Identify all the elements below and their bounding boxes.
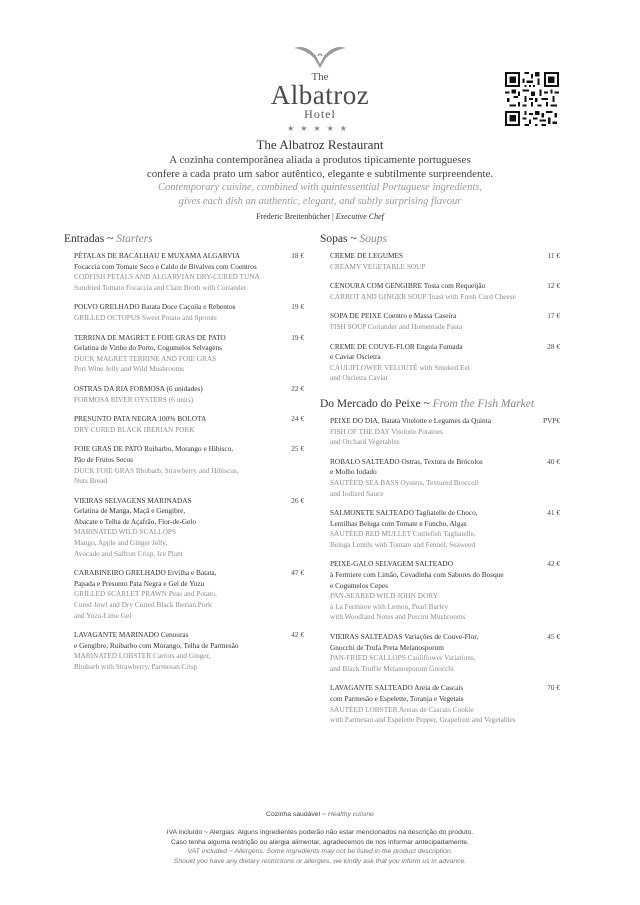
menu-item-en-line: Cured Jowl and Dry Curted Black Iberian Pork [74, 600, 212, 610]
menu-item-en-line: MARINATED LOBSTER Carrots and Ginger, [74, 651, 211, 661]
footer [80, 811, 560, 866]
footer-pt-line: Caso tenha alguma restrição ou alergia alimentar, agradecemos de nos informar antecipadamente. [170, 838, 470, 846]
menu-item-pt-line: CENOURA COM GENGIBRE Tosta com Requeijão [330, 281, 486, 291]
menu-item-en-line: with Parmesan and Espelette Pepper, Grapefruit and Vegetables [330, 715, 516, 725]
menu-item-en-line: PAN-FRIED SCALLOPS Cauliflower Variations, [330, 653, 476, 663]
menu-item-price: 28 € [547, 341, 560, 351]
menu-item-pt-line: FOIE GRAS DE PATO Ruibarbo, Morango e Hibisco, [74, 444, 234, 454]
menu-item [74, 630, 304, 672]
menu-item-price: 25 € [291, 444, 304, 454]
menu-item-pt-line: CARABINEIRO GRELHADO Ervilha e Batata, [74, 568, 217, 578]
menu-item [74, 414, 304, 435]
menu-item-en-line: SAUTÉED SEA BASS Oysters, Textured Broccoli [330, 477, 479, 487]
menu-item-en-line: and Iodized Sauce [330, 488, 384, 498]
menu-item-en-line: Beluga Lentils with Tomato and Fennel, Seaweed [330, 539, 476, 549]
menu-item-en-line: SAUTÉED RED MULLET Cuttlefish Tagliatelle, [330, 529, 476, 539]
menu-item-price: 11 € [547, 251, 560, 260]
healthy-cuisine-note [80, 811, 560, 818]
section-title-sep: ~ [420, 397, 433, 410]
menu-item [74, 496, 304, 560]
menu-item-en-line: Port Wine Jelly and Wild Mushrooms [74, 364, 185, 374]
menu-item-en-line: GRILLED SCARLET PRAWN Peas and Potato, [74, 589, 217, 599]
menu-item-en-line: CREAMY VEGETABLE SOUP [330, 261, 426, 271]
menu-item [74, 568, 304, 621]
menu-item-price: 26 € [291, 495, 304, 505]
menu-item [74, 384, 304, 405]
menu-item-price: 19 € [291, 332, 304, 342]
intro-pt-line: A cozinha contemporânea aliada a produtos tipicamente portugueses [169, 154, 471, 166]
footer-en-line: Should you have any dietary restrictions or allergies, we kindly ask that you inform us in advance. [173, 857, 467, 865]
menu-item-price: PVP€ [542, 415, 560, 425]
logo-the: The [311, 71, 329, 83]
menu-item-price: 42 € [547, 559, 560, 569]
menu-item [330, 416, 560, 448]
footer-pt-line: IVA incluído ~ Alergias: Alguns ingredientes poderão não estar mencionados na descrição do produto. [166, 829, 474, 836]
soups-list [330, 251, 560, 384]
menu-item [330, 342, 560, 384]
menu-item-pt-line: SOPA DE PEIXE Coentro e Massa Caseira [330, 311, 457, 321]
menu-item-en-line: Sundried Tomato Focaccia and Clam Broth with Coriander [74, 282, 247, 292]
section-title-pt: Sopas [320, 233, 348, 245]
intro-en-line: gives each dish an authentic, elegant, and subtly surprising flavour [178, 195, 462, 207]
menu-item-en-line: CARROT AND GINGER SOUP Toast with Fresh Curd Cheese [330, 291, 516, 301]
menu-item-en-line: CODFISH PETALS AND ALGARVIAN DRY-CURED TUNA [74, 272, 260, 282]
menu-item-en-line: and Oscietra Caviar [330, 373, 388, 383]
menu-item-pt-line: Focaccia com Tomate Seco e Caldo de Bivalves com Coentros [74, 261, 257, 271]
menu-item-en-line: Mango, Apple and Ginger Jelly, [74, 538, 168, 548]
menu-item-price: 47 € [291, 568, 304, 578]
menu-item-pt-line: VIEIRAS SELVAGENS MARINADAS [74, 495, 192, 505]
menu-item [74, 302, 304, 323]
menu-item [330, 683, 560, 725]
menu-item-en-line: and Black Truffle Melanosporum Gnocchi [330, 663, 454, 673]
menu-item [330, 281, 560, 302]
section-title-pt: Entradas [64, 233, 105, 245]
menu-item-pt-line: e Gengibre, Ruibarbo com Morango, Telha de Parmesão [74, 640, 239, 650]
menu-item-pt-line: e Molho Iodado [330, 467, 377, 477]
menu-item [330, 457, 560, 499]
section-title-starters [64, 233, 304, 245]
chef-name: Frederic Breitenbücher [256, 212, 331, 221]
qr-code[interactable] [502, 72, 562, 126]
menu-item-price: 42 € [291, 630, 304, 640]
menu-item-pt-line: Abacate e Telha de Açafrão, Flor-de-Gelo [74, 516, 196, 526]
menu-item-pt-line: Gelatina de Manga, Maçã e Gengibre, [74, 506, 186, 516]
menu-item-en-line: DUCK MAGRET TERRINE AND FOIE GRAS [74, 353, 217, 363]
menu-item-en-line: SAUTÉED LOBSTER Areias de Cascais Cookie [330, 704, 474, 714]
menu-item-en-line: and Orchard Vegetables [330, 437, 400, 447]
chef-role: Executive Chef [335, 212, 384, 221]
menu-item-en-line: and Yuzu-Lime Gel [74, 610, 132, 620]
section-title-en: Soups [359, 233, 387, 245]
menu-item-en-line: with Woodland Notes and Porcini Mushrooms [330, 612, 466, 622]
menu-item-en-line: Nuts Bread [74, 476, 108, 486]
footer-en-line: VAT included ~ Allergens: Some ingredients may not be listed in the product description. [187, 848, 453, 855]
menu-item-en-line: PAN-SEARED WILD JOHN DORY [330, 591, 439, 601]
menu-item-en-line: GRILLED OCTOPUS Sweet Potato and Sprouts [74, 312, 217, 322]
menu-item-pt-line: e Caviar Oscietra [330, 352, 381, 362]
intro-en-line: Contemporary cuisine, combined with quintessential Portuguese ingredients, [158, 182, 482, 193]
intro-block [120, 137, 520, 221]
section-title-en: From the Fish Market [432, 397, 535, 410]
menu-item [74, 444, 304, 486]
logo-name: Albatroz [270, 80, 370, 110]
menu-item-pt-line: PEIXE-GALO SELVAGEM SALTEADO [330, 559, 453, 569]
section-title-pt: Do Mercado do Peixe [320, 397, 421, 410]
menu-item-pt-line: LAVAGANTE MARINADO Cenouras [74, 630, 189, 640]
menu-item-pt-line: CREME DE COUVE-FLOR Enguia Fumada [330, 341, 463, 351]
menu-item-pt-line: Papada e Presunto Pata Negra e Gel de Yuzu [74, 578, 205, 588]
section-title-en: Starters [116, 233, 153, 245]
menu-item-en-line: FISH OF THE DAY Vitelotte Potatoes [330, 426, 443, 436]
healthy-en: Healthy cuisine [327, 811, 374, 818]
menu-item-pt-line: ROBALO SALTEADO Ostras, Textura de Brócolos [330, 456, 483, 466]
fish-list [330, 416, 560, 726]
menu-item-en-line: FORMOSA RIVER OYSTERS (6 units) [74, 394, 194, 404]
menu-item-price: 40 € [547, 456, 560, 466]
section-title-sep: ~ [347, 233, 360, 245]
menu-item-pt-line: Pão de Frutos Secos [74, 454, 133, 464]
menu-item-pt-line: Lentilhas Beluga com Tomate e Funcho, Algas [330, 518, 467, 528]
menu-item-en-line: DRY CURED BLACK IBERIAN PORK [74, 424, 195, 434]
hotel-logo [250, 42, 390, 133]
menu-item-price: 22 € [291, 383, 304, 393]
menu-item-price: 24 € [291, 414, 304, 424]
healthy-sep: ~ [320, 811, 328, 818]
menu-item [74, 251, 304, 293]
menu-item-pt-line: Gelatina de Vinho do Porto, Cogumelos Selvagens [74, 343, 222, 353]
menu-item-pt-line: à Fermiere com Limão, Cevadinha com Sabores do Bosque [330, 570, 504, 580]
starters-column [64, 233, 304, 682]
menu-item-price: 70 € [547, 683, 560, 693]
menu-item-price: 41 € [547, 508, 560, 518]
menu-item-pt-line: TERRINA DE MAGRET E FOIE GRAS DE PATO [74, 332, 226, 342]
menu-item-pt-line: VIEIRAS SALTEADAS Variações de Couve-Flor, [330, 632, 479, 642]
logo-stars: ★★★★★ [287, 124, 353, 133]
starters-list [74, 251, 304, 673]
restaurant-name: The Albatroz Restaurant [256, 137, 384, 152]
menu-item-pt-line: PEIXE DO DIA, Batata Vitelotte e Legumes da Quinta [330, 415, 491, 425]
menu-item [74, 333, 304, 375]
menu-item-en-line: à La Fermiere with Lemon, Pearl Barley [330, 601, 449, 611]
menu-item-pt-line: OSTRAS DA RIA FORMOSA (6 unidades) [74, 383, 203, 393]
healthy-pt: Cozinha saudável [266, 811, 321, 818]
menu-item-en-line: FISH SOUP Coriander and Homemade Pasta [330, 321, 463, 331]
menu-item-pt-line: PRESUNTO PATA NEGRA 100% BOLOTA [74, 414, 207, 424]
menu-item-en-line: MARINATED WILD SCALLOPS [74, 527, 177, 537]
menu-item-en-line: Rhubarb with Strawberry, Parmesan Crisp [74, 662, 198, 671]
soups-column [320, 233, 560, 735]
menu-item-price: 18 € [291, 251, 304, 260]
menu-item-pt-line: CREME DE LEGUMES [330, 251, 403, 260]
menu-item-pt-line: Gnocchi de Trufa Preta Melanosporum [330, 642, 444, 652]
menu-item-en-line: DUCK FOIE GRAS Rhubarb, Strawberry and Hibiscus, [74, 465, 239, 475]
section-title-sep: ~ [104, 233, 117, 245]
menu-item-pt-line: SALMONETE SALTEADO Tagliatelle de Choco, [330, 508, 478, 518]
menu-item-price: 19 € [291, 302, 304, 312]
menu-item-price: 17 € [547, 311, 560, 321]
menu-item [330, 251, 560, 272]
menu-item-pt-line: com Parmesão e Espelette, Toranja e Vegetais [330, 694, 464, 703]
albatross-icon [292, 42, 348, 70]
menu-item-price: 45 € [547, 632, 560, 642]
section-title-soups [320, 233, 560, 245]
logo-hotel: Hotel [304, 107, 336, 121]
menu-item [330, 508, 560, 550]
chef-separator: | [330, 212, 336, 221]
intro-pt-line: confere a cada prato um sabor autêntico, elegante e subtilmente surpreendente. [146, 168, 494, 180]
menu-item [330, 559, 560, 623]
menu-item-en-line: Avocado and Saffron Crisp, Ice Plant [74, 548, 183, 558]
menu-item-price: 12 € [547, 281, 560, 291]
menu-item [330, 311, 560, 332]
menu-item-pt-line: PÉTALAS DE BACALHAU E MUXAMA ALGARVIA [74, 251, 241, 260]
chef-credit [120, 212, 520, 221]
section-title-fish [320, 398, 560, 410]
menu-item-pt-line: e Cogumelos Cepes [330, 580, 388, 590]
menu-item [330, 632, 560, 674]
menu-item-en-line: CAULIFLOWER VELOUTÉ with Smoked Eel [330, 362, 470, 372]
menu-item-pt-line: LAVAGANTE SALTEADO Areia de Cascais [330, 683, 464, 693]
menu-item-pt-line: POLVO GRELHADO Batata Doce Caçoila e Rebentos [74, 302, 236, 312]
